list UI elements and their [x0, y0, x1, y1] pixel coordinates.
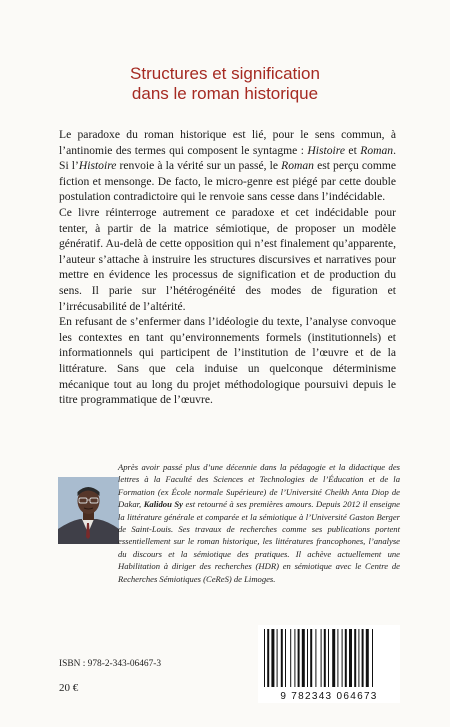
isbn-label: ISBN : 978-2-343-06467-3 [59, 659, 162, 669]
summary-text: Le paradoxe du roman historique est lié, pour le sens commun, à l’antinomie des termes qui composent le syntagme : [59, 128, 396, 157]
book-title [0, 64, 450, 104]
barcode-bar [337, 629, 338, 687]
back-cover-summary [59, 127, 396, 408]
emphasis-histoire: Histoire [307, 143, 345, 157]
barcode-bar [345, 629, 347, 687]
barcode-bar [366, 629, 369, 687]
barcode-bars [258, 625, 400, 691]
emphasis-roman: Roman [360, 143, 394, 157]
barcode-bar [267, 629, 269, 687]
barcode-bar [362, 629, 364, 687]
book-title-line-1: Structures et signification [130, 64, 320, 83]
bio-text: est retourné à ses premières amours. Depuis 2012 il enseigne la littérature générale et comparée et la sémiotique à l’Université Gaston Berger de Saint-Louis. Ses travaux de recherches comme ses publications portent essentiellement sur le roman historique, les littératures francophones, l’analyse du discours et la sémiotique des pratiques. Il achève actuellement une Habilitation à diriger des recherches (HDR) en sémiotique avec le Centre de Recherches Sémiotiques (CeReS) de Limoges. [118, 499, 400, 584]
author-portrait-image [58, 477, 119, 544]
barcode-bar [264, 629, 265, 687]
barcode-bar [281, 629, 283, 687]
author-bio [118, 461, 400, 585]
barcode-bar [302, 629, 305, 687]
emphasis-histoire: Histoire [78, 159, 117, 173]
barcode-bar [321, 629, 322, 687]
barcode-bar [271, 629, 274, 687]
summary-text: et [344, 143, 361, 157]
barcode-bar [349, 629, 352, 687]
summary-text: . Si l’ [59, 143, 396, 173]
summary-paragraph-1 [59, 127, 396, 205]
barcode-bar [290, 629, 291, 687]
emphasis-roman: Roman [281, 159, 314, 173]
barcode-digits: 9 782343 064673 [280, 691, 378, 702]
barcode-bar [324, 629, 326, 687]
barcode-bar [277, 629, 278, 687]
book-title-line-2: dans le roman historique [131, 84, 319, 103]
barcode-bar [354, 629, 356, 687]
barcode-bar [372, 629, 373, 687]
barcode-bar [307, 629, 308, 687]
summary-paragraph-2: Ce livre réinterroge autrement ce paradoxe et cet indécidable pour tenter, à partir de la matrice sémiotique, de proposer un modèle génératif. Au-delà de cette opposition qui n’est finalement qu’apparente, l’auteur s’attache à instruire les structures discursives et narratives pour mettre en évidence les processus de signification et de production du sens. Il parie sur l’hétérogénéité des modes de figuration et l’irrécusabilité de l’altérité. [59, 205, 396, 313]
author-name: Kalidou Sy [143, 499, 183, 510]
price-label: 20 € [59, 682, 79, 694]
summary-paragraph-3: En refusant de s’enfermer dans l’idéologie du texte, l’analyse convoque les contextes en tant qu’environnements formels (institutionnels) et informationnels qui participent de l’institution de l’œuvre et de la littérature. Sans que cela induise un quelconque déterminisme mécanique tout au long du projet méthodologique poursuivi depuis le titre programmatique de l’œuvre. [59, 315, 396, 407]
barcode-bar [315, 629, 316, 687]
barcode-bar [294, 629, 295, 687]
barcode-bar [332, 629, 335, 687]
barcode-bar [328, 629, 329, 687]
bio-text: Après avoir passé plus d’une décennie dans la pédagogie et la didactique des lettres à la Faculté des Sciences et Technologies de l’Éducation et de la Formation (ex École normale Supérieure) de l’Université Cheikh Anta Diop de Dakar, [118, 462, 400, 510]
summary-text: renvoie à la vérité sur un passé, le [116, 159, 282, 173]
barcode-bar [310, 629, 312, 687]
summary-text: est perçu comme fiction et mensonge. De facto, le micro-genre est piégé par cette double postulation contradictoire qui le renvoie sans cesse dans l’indécidable. [59, 159, 397, 204]
barcode-bar [285, 629, 286, 687]
barcode-bar [298, 629, 300, 687]
barcode-bar [342, 629, 343, 687]
author-photo [58, 477, 119, 544]
barcode-bar [358, 629, 359, 687]
